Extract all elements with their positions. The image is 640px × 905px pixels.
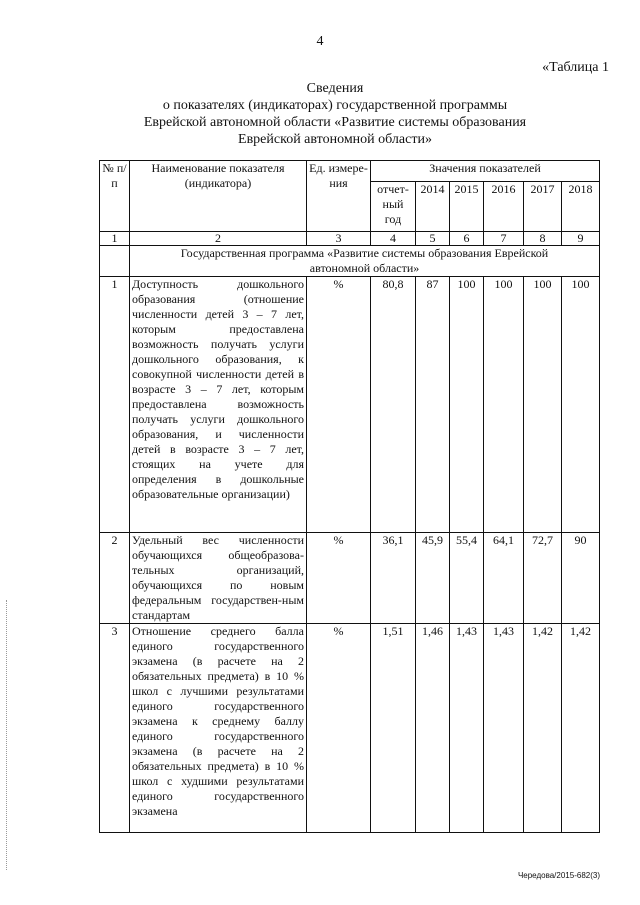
value-2015: 1,43 [450,624,484,833]
column-index: 8 [524,232,562,246]
heading-line-2: о показателях (индикаторах) государственной программы [162,98,508,113]
column-header-values: Значения показателей [371,161,600,182]
table-row [100,277,600,533]
value-2018: 100 [562,277,600,533]
column-header-2014: 2014 [416,182,450,232]
value-2018: 1,42 [562,624,600,833]
column-header-2017: 2017 [524,182,562,232]
document-heading [100,80,570,148]
column-index: 4 [371,232,416,246]
column-index: 5 [416,232,450,246]
footer-code: Чередова/2015-682(3) [517,871,600,880]
value-2015: 100 [450,277,484,533]
indicator-name: Удельный вес численности обучающихся общеобразова-тельных организаций, обучающихся по новым федеральным государствен-ным стандартам [130,533,307,624]
section-row [100,246,600,277]
column-header-report-year: отчет-ный год [371,182,416,232]
column-header-name: Наименование показателя (индикатора) [130,161,307,232]
section-spacer [100,246,130,277]
row-number: 2 [100,533,130,624]
value-2017: 1,42 [524,624,562,833]
value-2014: 45,9 [416,533,450,624]
column-index: 6 [450,232,484,246]
value-report-year: 1,51 [371,624,416,833]
indicators-table [99,160,600,833]
unit-cell: % [307,624,371,833]
value-2016: 1,43 [484,624,524,833]
table-row [100,624,600,833]
value-2016: 64,1 [484,533,524,624]
heading-line-3: Еврейской автономной области «Развитие системы образования [143,115,527,130]
section-title: Государственная программа «Развитие системы образования Еврейской автономной области» [130,246,600,277]
column-index: 9 [562,232,600,246]
table-row [100,533,600,624]
value-2017: 100 [524,277,562,533]
heading-line-4: Еврейской автономной области» [238,132,432,147]
heading-line-1: Сведения [306,81,364,96]
unit-cell: % [307,533,371,624]
column-index: 7 [484,232,524,246]
column-header-2015: 2015 [450,182,484,232]
column-index: 1 [100,232,130,246]
value-2016: 100 [484,277,524,533]
column-index-row [100,232,600,246]
column-index: 2 [130,232,307,246]
column-index: 3 [307,232,371,246]
row-number: 3 [100,624,130,833]
indicator-name: Доступность дошкольного образования (отношение численности детей 3 – 7 лет, которым предоставлена возможность получать услуги дошкольного образования, к совокупной численности детей в возрасте 3 – 7 лет, которым предоставлена возможность получать услуги дошкольного образования, и численности детей в возрасте 3 – 7 лет, стоящих на учете для определения в дошкольные образовательные организации) [130,277,307,533]
row-number: 1 [100,277,130,533]
value-report-year: 36,1 [371,533,416,624]
value-report-year: 80,8 [371,277,416,533]
page-number: 4 [316,34,324,49]
margin-rule [6,600,7,870]
column-header-unit: Ед. измере-ния [307,161,371,232]
unit-cell: % [307,277,371,533]
value-2017: 72,7 [524,533,562,624]
value-2014: 87 [416,277,450,533]
column-header-2016: 2016 [484,182,524,232]
value-2018: 90 [562,533,600,624]
indicator-name: Отношение среднего балла единого государственного экзамена (в расчете на 2 обязательных предмета) в 10 % школ с лучшими результатами единого государственного экзамена к среднему баллу единого государственного экзамена (в расчете на 2 обязательных предмета) в 10 % школ с худшими результатами единого государственного экзамена [130,624,307,833]
header-row [100,161,600,182]
table-label: «Таблица 1 [542,60,609,75]
column-header-number: № п/п [100,161,130,232]
value-2015: 55,4 [450,533,484,624]
value-2014: 1,46 [416,624,450,833]
column-header-2018: 2018 [562,182,600,232]
